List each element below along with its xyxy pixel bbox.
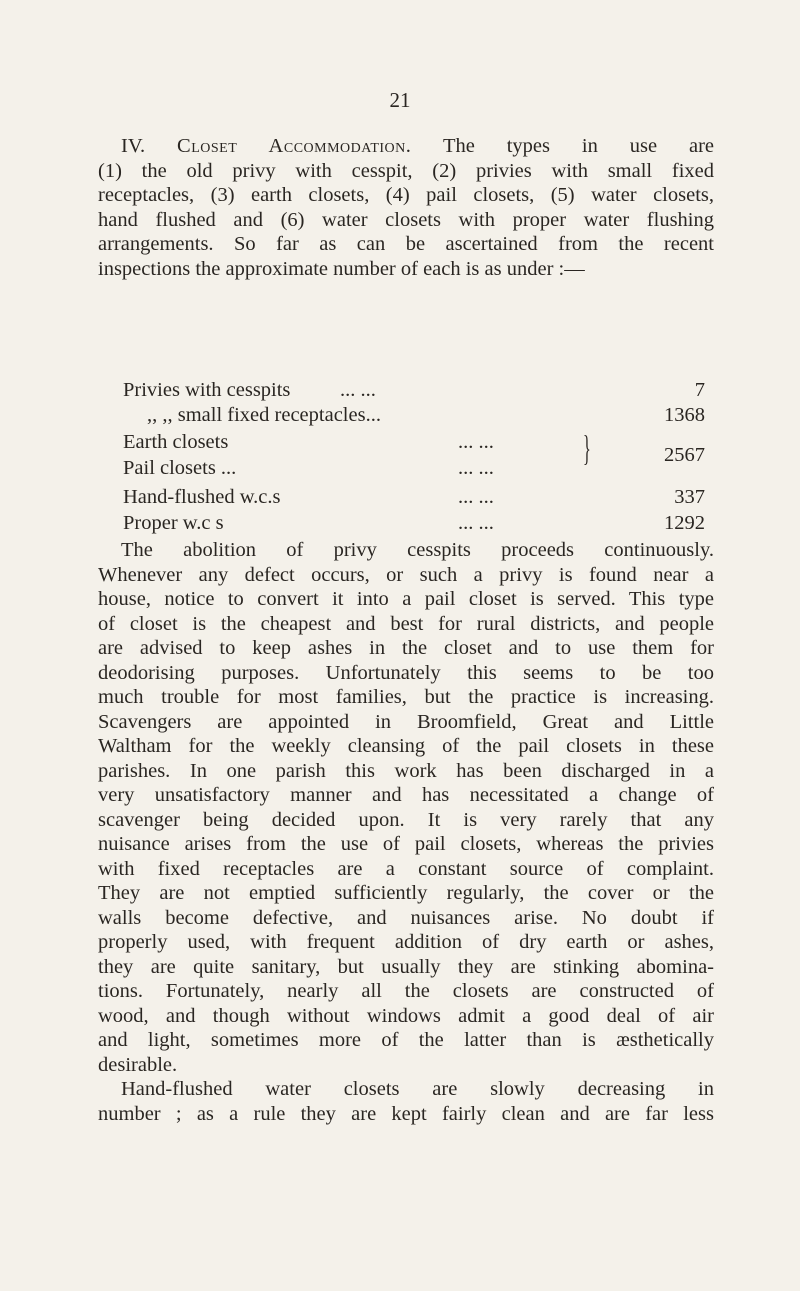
text-line: nuisance arises from the use of pail closets, whereas the privies [98, 833, 714, 855]
text-line: parishes. In one parish this work has been discharged in a [98, 759, 714, 782]
text-line: tions. Fortunately, nearly all the closets are constructed of [98, 980, 714, 1002]
text-line: very unsatisfactory manner and has necessitated a change of [98, 784, 714, 806]
row-label: Privies with cesspits [123, 379, 291, 401]
text-line: arrangements. So far as can be ascertained from the recent [98, 233, 714, 255]
section-title: Closet Accommodation. [177, 135, 412, 157]
intro-first-text: The types in use are [442, 135, 715, 157]
text-line: of closet is the cheapest and best for rural districts, and people [98, 612, 714, 635]
leader-dots: ... ... [458, 486, 494, 508]
section-heading-line [98, 134, 714, 159]
text-line: Scavengers are appointed in Broomfield, Great and Little [98, 710, 714, 733]
text-line: They are not emptied sufficiently regularly, the cover or the [98, 882, 714, 904]
row-label: Pail closets ... [123, 457, 237, 479]
text-line: with fixed receptacles are a constant source of complaint. [98, 857, 714, 880]
row-value: 1292 [664, 512, 705, 534]
leader-dots: ... ... [458, 512, 494, 534]
section-intro-paragraph [98, 134, 714, 281]
body-paragraph-2 [98, 538, 714, 1077]
text-line: scavenger being decided upon. It is very rarely that any [98, 808, 714, 831]
row-label: Proper w.c s [123, 512, 224, 534]
text-line: number ; as a rule they are kept fairly clean and are far less [98, 1102, 714, 1125]
text-line: desirable. [98, 1053, 178, 1076]
row-value: 7 [694, 379, 705, 401]
text-line: properly used, with frequent addition of dry earth or ashes, [98, 931, 714, 953]
brace-icon: } [583, 428, 591, 468]
text-line: (1) the old privy with cesspit, (2) privies with small fixed [98, 159, 714, 182]
row-label: Hand-flushed w.c.s [123, 486, 281, 508]
row-value: 337 [674, 486, 705, 508]
text-line: Waltham for the weekly cleansing of the pail closets in these [98, 735, 714, 757]
text-line: hand flushed and (6) water closets with proper water flushing [98, 208, 714, 231]
leader-dots: ... ... [458, 431, 494, 453]
text-line: Hand-flushed water closets are slowly decreasing in [121, 1078, 714, 1100]
text-line: walls become defective, and nuisances arise. No doubt if [98, 906, 714, 929]
text-line: The abolition of privy cesspits proceeds continuously. [121, 539, 714, 561]
leader-dots: ... ... [458, 457, 494, 479]
text-line: wood, and though without windows admit a good deal of air [98, 1004, 714, 1027]
row-label: ,, ,, small fixed receptacles... [147, 404, 381, 426]
body-paragraph-3 [98, 1077, 714, 1126]
section-numeral: IV. [121, 135, 146, 157]
text-line: and light, sometimes more of the latter than is æsthetically [98, 1029, 714, 1051]
leader-dots: ... ... [340, 379, 376, 401]
text-line: receptacles, (3) earth closets, (4) pail closets, (5) water closets, [98, 184, 714, 206]
text-line: much trouble for most families, but the practice is increasing. [98, 686, 714, 708]
row-value: 1368 [664, 404, 705, 426]
text-line: Whenever any defect occurs, or such a privy is found near a [98, 563, 714, 586]
text-line: they are quite sanitary, but usually they are stinking abomina- [98, 955, 714, 978]
row-label: Earth closets [123, 431, 229, 453]
text-line: house, notice to convert it into a pail closet is served. This type [98, 588, 714, 610]
text-line: inspections the approximate number of each is as under :— [98, 257, 585, 280]
text-line: deodorising purposes. Unfortunately this seems to be too [98, 661, 714, 684]
page-number: 21 [389, 88, 411, 112]
brace-value: 2567 [664, 444, 705, 466]
text-line: are advised to keep ashes in the closet and to use them for [98, 637, 714, 659]
